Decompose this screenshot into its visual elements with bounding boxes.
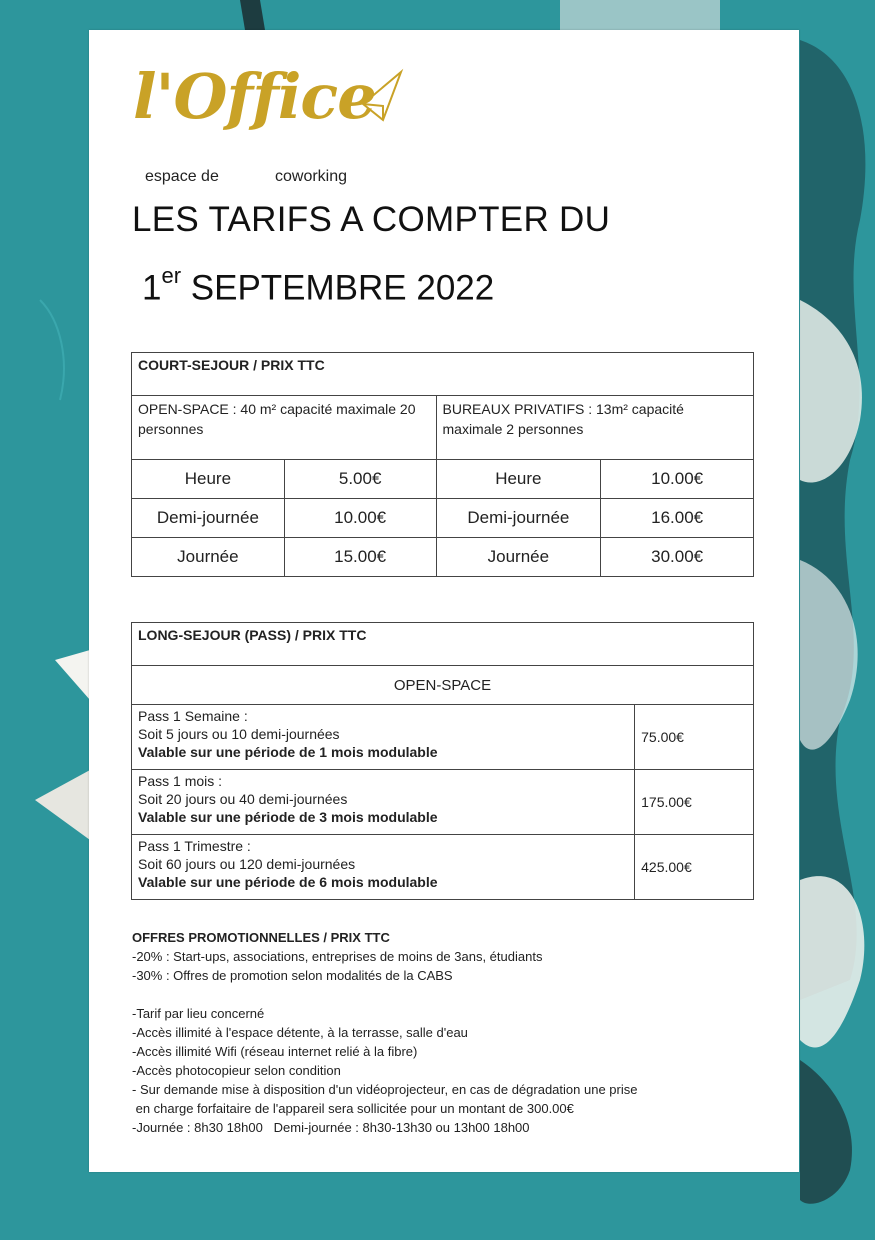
promo-note: -Accès photocopieur selon condition	[132, 1063, 341, 1078]
promo-note: -Accès illimité Wifi (réseau internet relié à la fibre)	[132, 1044, 418, 1059]
title-ordinal: er	[161, 263, 182, 288]
court-row-label-2: Journée	[436, 538, 601, 577]
court-row-label-2: Demi-journée	[436, 499, 601, 538]
title-day: 1	[142, 268, 162, 308]
promo-note: en charge forfaitaire de l'appareil sera sollicitée pour un montant de 300.00€	[132, 1101, 574, 1116]
court-open-price: 10.00€	[284, 499, 436, 538]
court-open-price: 5.00€	[284, 460, 436, 499]
logo	[133, 60, 413, 195]
page-title-line1: LES TARIFS A COMPTER DU	[132, 200, 611, 239]
pass-name: Pass 1 Trimestre :	[138, 838, 251, 854]
pass-validity: Valable sur une période de 6 mois modulable	[138, 874, 438, 890]
promo-header: OFFRES PROMOTIONNELLES / PRIX TTC	[132, 930, 390, 945]
pass-description	[132, 770, 635, 835]
promo-section	[132, 928, 772, 1137]
pass-detail: Soit 20 jours ou 40 demi-journées	[138, 791, 348, 807]
pass-price: 175.00€	[635, 770, 754, 835]
price-sheet	[89, 30, 799, 1172]
long-subheader: OPEN-SPACE	[132, 666, 754, 705]
court-open-price: 15.00€	[284, 538, 436, 577]
promo-note: -Journée : 8h30 18h00 Demi-journée : 8h30-13h30 ou 13h00 18h00	[132, 1120, 530, 1135]
title-date: SEPTEMBRE 2022	[181, 268, 495, 308]
page-title-line2	[142, 263, 495, 309]
bureaux-desc: BUREAUX PRIVATIFS : 13m² capacité maximale 2 personnes	[436, 396, 754, 460]
pass-detail: Soit 60 jours ou 120 demi-journées	[138, 856, 356, 872]
court-row-label: Heure	[132, 460, 285, 499]
court-bureau-price: 10.00€	[601, 460, 754, 499]
pass-name: Pass 1 mois :	[138, 773, 223, 789]
court-row-label: Journée	[132, 538, 285, 577]
pass-price: 425.00€	[635, 835, 754, 900]
pass-description	[132, 835, 635, 900]
pass-name: Pass 1 Semaine :	[138, 708, 248, 724]
pass-price: 75.00€	[635, 705, 754, 770]
pass-validity: Valable sur une période de 1 mois modulable	[138, 744, 438, 760]
court-sejour-table	[131, 352, 754, 577]
court-bureau-price: 30.00€	[601, 538, 754, 577]
court-bureau-price: 16.00€	[601, 499, 754, 538]
long-header: LONG-SEJOUR (PASS) / PRIX TTC	[132, 623, 754, 666]
promo-line: -30% : Offres de promotion selon modalités de la CABS	[132, 968, 453, 983]
promo-note: -Tarif par lieu concerné	[132, 1006, 265, 1021]
long-sejour-table	[131, 622, 754, 900]
logo-wordmark: l'Office	[133, 60, 376, 133]
logo-tagline-left: espace de	[145, 168, 219, 185]
promo-note: -Accès illimité à l'espace détente, à la terrasse, salle d'eau	[132, 1025, 468, 1040]
open-space-desc: OPEN-SPACE : 40 m² capacité maximale 20 personnes	[132, 396, 437, 460]
pass-validity: Valable sur une période de 3 mois modulable	[138, 809, 438, 825]
promo-line: -20% : Start-ups, associations, entreprises de moins de 3ans, étudiants	[132, 949, 543, 964]
logo-tagline-right: coworking	[275, 168, 348, 185]
pass-description	[132, 705, 635, 770]
pass-detail: Soit 5 jours ou 10 demi-journées	[138, 726, 340, 742]
court-header: COURT-SEJOUR / PRIX TTC	[132, 353, 754, 396]
court-row-label-2: Heure	[436, 460, 601, 499]
court-row-label: Demi-journée	[132, 499, 285, 538]
promo-note: - Sur demande mise à disposition d'un vidéoprojecteur, en cas de dégradation une prise	[132, 1082, 638, 1097]
